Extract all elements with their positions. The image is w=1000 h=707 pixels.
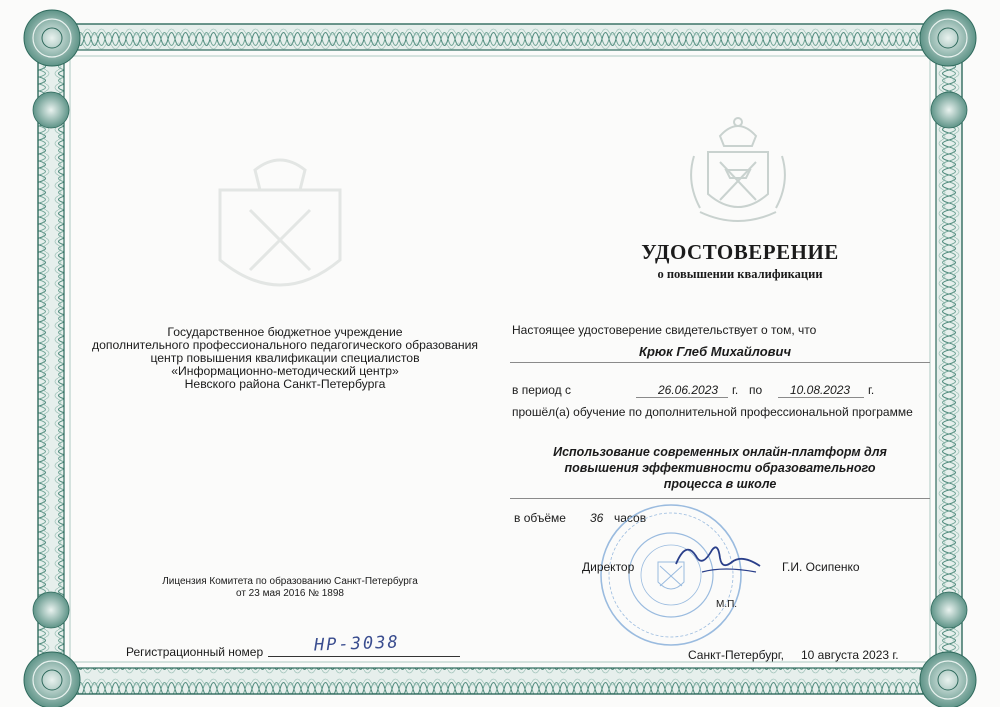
name-underline — [510, 362, 930, 363]
watermark-emblem-icon — [200, 150, 360, 320]
program-line: процесса в школе — [663, 477, 777, 491]
certificate-subtitle: о повышении квалификации — [657, 267, 823, 281]
program-title — [520, 444, 920, 492]
volume-label: в объёме — [514, 511, 566, 525]
corner-rosette-bottom-left — [24, 652, 80, 707]
corner-rosette-top-left — [24, 10, 80, 66]
certificate-title: УДОСТОВЕРЕНИЕ — [641, 240, 839, 264]
volume-value: 36 — [590, 511, 604, 525]
issue-city: Санкт-Петербург, — [688, 648, 784, 662]
date-to: 10.08.2023 — [790, 383, 851, 397]
organization-line: дополнительного профессионального педагогического образования — [91, 338, 478, 352]
program-line: Использование современных онлайн-платформ для — [553, 445, 887, 459]
volume-unit: часов — [614, 511, 647, 525]
year-suffix-to: г. — [868, 383, 875, 397]
organization-block — [90, 326, 480, 391]
training-text: прошёл(а) обучение по дополнительной профессиональной программе — [512, 405, 913, 419]
stamp-place-label: М.П. — [716, 599, 738, 610]
license-date: от 23 мая 2016 № 1898 — [235, 588, 344, 599]
intro-text: Настоящее удостоверение свидетельствует о том, что — [512, 323, 817, 337]
registration-underline — [268, 656, 460, 657]
registration-label: Регистрационный номер — [126, 645, 264, 659]
date-from: 26.06.2023 — [658, 383, 719, 397]
program-underline — [510, 498, 930, 499]
signature-icon — [672, 536, 764, 580]
coat-of-arms-icon — [686, 112, 790, 230]
corner-rosette-top-right — [920, 10, 976, 66]
organization-line: Государственное бюджетное учреждение — [167, 325, 403, 339]
organization-line: Невского района Санкт-Петербурга — [184, 377, 386, 391]
issue-date: 10 августа 2023 г. — [801, 648, 899, 662]
recipient-name: Крюк Глеб Михайлович — [638, 344, 792, 359]
director-name: Г.И. Осипенко — [782, 560, 860, 574]
date-to-underline — [778, 397, 864, 398]
date-from-underline — [636, 397, 728, 398]
organization-line: центр повышения квалификации специалистов — [150, 351, 420, 365]
director-label: Директор — [582, 560, 635, 574]
organization-line: «Информационно-методический центр» — [171, 364, 399, 378]
corner-rosette-bottom-right — [920, 652, 976, 707]
registration-number: НР-3038 — [313, 632, 400, 656]
license-line: Лицензия Комитета по образованию Санкт-Петербурга — [162, 576, 418, 587]
period-label: в период с — [512, 383, 572, 397]
year-suffix-from: г. — [732, 383, 739, 397]
license-block — [150, 576, 430, 600]
to-label: по — [749, 383, 763, 397]
program-line: повышения эффективности образовательного — [564, 461, 876, 475]
